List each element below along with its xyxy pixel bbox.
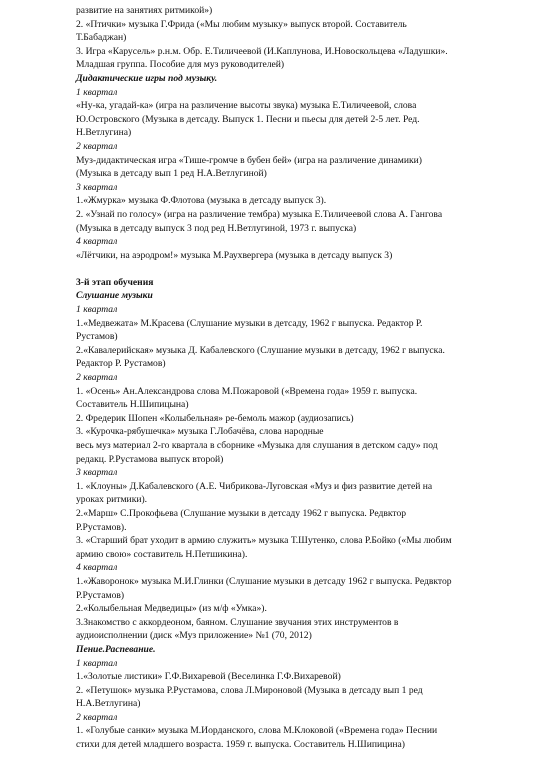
- section-heading: Дидактические игры под музыку.: [76, 72, 218, 84]
- blank-line: [76, 262, 528, 276]
- quarter-heading: 1 квартал: [76, 657, 118, 669]
- text-line: уроках ритмики).: [76, 494, 148, 506]
- quarter-heading: 1 квартал: [76, 86, 118, 98]
- text-line: 2.«Кавалерийская» музыка Д. Кабалевского (Слушание музыки в детсаду, 1962 г выпуска.: [76, 344, 445, 356]
- text-line: Редактор Р. Рустамов): [76, 358, 166, 370]
- text-line: 2. Фредерик Шопен «Колыбельная» ре-бемоль мажор (аудиозапись): [76, 412, 354, 424]
- text-line: Ю.Островского (Музыка в детсаду. Выпуск 1. Песни и пьесы для детей 2-5 лет. Ред.: [76, 113, 420, 125]
- text-line: 3.Знакомство с аккордеоном, баяном. Слушание звучания этих инструментов в: [76, 616, 399, 628]
- text-line: Младшая группа. Пособие для муз руководителей): [76, 59, 285, 71]
- text-line: (Музыка в детсаду выпуск 3 под ред Н.Ветлугиной, 1973 г. выпуска): [76, 222, 357, 234]
- text-line: 3. «Курочка-рябушечка» музыка Г.Лобачёва, слова народные: [76, 426, 324, 438]
- quarter-heading: 2 квартал: [76, 140, 118, 152]
- text-line: Рустамов): [76, 331, 118, 343]
- stage-heading: 3-й этап обучения: [76, 276, 154, 288]
- quarter-heading: 4 квартал: [76, 562, 118, 574]
- text-line: аудиоисполнении (диск «Муз приложение» №1 (70, 2012): [76, 630, 312, 642]
- text-line: 3. «Старший брат уходит в армию служить» музыка Т.Шутенко, слова Р.Бойко («Мы любим: [76, 535, 452, 547]
- text-line: 2.«Колыбельная Медведицы» (из м/ф «Умка»).: [76, 603, 267, 615]
- quarter-heading: 3 квартал: [76, 181, 118, 193]
- text-line: стихи для детей младшего возраста. 1959 г. выпуска. Составитель Н.Шипицина): [76, 739, 405, 751]
- text-line: Т.Бабаджан): [76, 32, 127, 44]
- quarter-heading: 1 квартал: [76, 304, 118, 316]
- section-heading: Пение.Распевание.: [76, 643, 156, 655]
- text-line: 2. «Петушок» музыка Р.Рустамова, слова Л.Мироновой (Музыка в детсаду вып 1 ред: [76, 684, 423, 696]
- text-line: Составитель Н.Шипицына): [76, 399, 189, 411]
- text-line: 1.«Жмурка» музыка Ф.Флотова (музыка в детсаду выпуск 3).: [76, 195, 327, 207]
- document-page: [76, 4, 528, 752]
- text-line: «Лётчики, на аэродром!» музыка М.Раухвергера (музыка в детсаду выпуск 3): [76, 249, 393, 261]
- text-line: 2. «Птички» музыка Г.Фрида («Мы любим музыку» выпуск второй. Составитель: [76, 18, 407, 30]
- text-line: 1. «Клоуны» Д.Кабалевского (А.Е. Чибрикова-Луговская «Муз и физ развитие детей на: [76, 480, 433, 492]
- text-line: 2. «Узнай по голосу» (игра на различение тембра) музыка Е.Тиличеевой слова А. Гангова: [76, 208, 443, 220]
- text-line: весь муз материал 2-го квартала в сборнике «Музыка для слушания в детском саду» под: [76, 440, 438, 451]
- quarter-heading: 2 квартал: [76, 372, 118, 384]
- text-line: 1.«Жаворонок» музыка М.И.Глинки (Слушание музыки в детсаду 1962 г выпуска. Редвктор: [76, 575, 452, 587]
- text-line: редакц. Р.Рустамова выпуск второй): [76, 453, 224, 465]
- text-line: Н.А.Ветлугина): [76, 698, 141, 710]
- text-line: 2.«Марш» С.Прокофьева (Слушание музыки в детсаду 1962 г выпуска. Редвктор: [76, 507, 407, 519]
- quarter-heading: 4 квартал: [76, 236, 118, 248]
- section-heading: Слушание музыки: [76, 290, 153, 302]
- text-line: 3. Игра «Карусель» р.н.м. Обр. Е.Тиличеевой (И.Каплунова, И.Новоскольцева «Ладушки».: [76, 45, 448, 57]
- quarter-heading: 2 квартал: [76, 711, 118, 723]
- text-line: 1.«Золотые листики» Г.Ф.Вихаревой (Веселинка Г.Ф.Вихаревой): [76, 671, 341, 683]
- text-line: Р.Рустамов): [76, 589, 125, 601]
- quarter-heading: 3 квартал: [76, 467, 118, 479]
- text-line: Н.Ветлугина): [76, 127, 132, 139]
- text-line: 1. «Голубые санки» музыка М.Иорданского, слова М.Клоковой («Времена года» Песнии: [76, 725, 438, 737]
- text-line: Р.Рустамов).: [76, 521, 127, 533]
- text-line: армию свою» составитель Н.Петшикина).: [76, 548, 248, 560]
- text-line: 1.«Медвежата» М.Красева (Слушание музыки в детсаду, 1962 г выпуска. Редактор Р.: [76, 317, 423, 329]
- text-line: 1. «Осень» Ан.Александрова слова М.Пожаровой («Времена года» 1959 г. выпуска.: [76, 385, 418, 397]
- text-line: (Музыка в детсаду вып 1 ред Н.А.Ветлугиной): [76, 168, 267, 180]
- text-line: развитие на занятиях ритмикой»): [76, 5, 213, 16]
- text-line: Муз-дидактическая игра «Тише-громче в бубен бей» (игра на различение динамики): [76, 154, 422, 166]
- text-line: «Ну-ка, угадай-ка» (игра на различение высоты звука) музыка Е.Тиличеевой, слова: [76, 100, 417, 112]
